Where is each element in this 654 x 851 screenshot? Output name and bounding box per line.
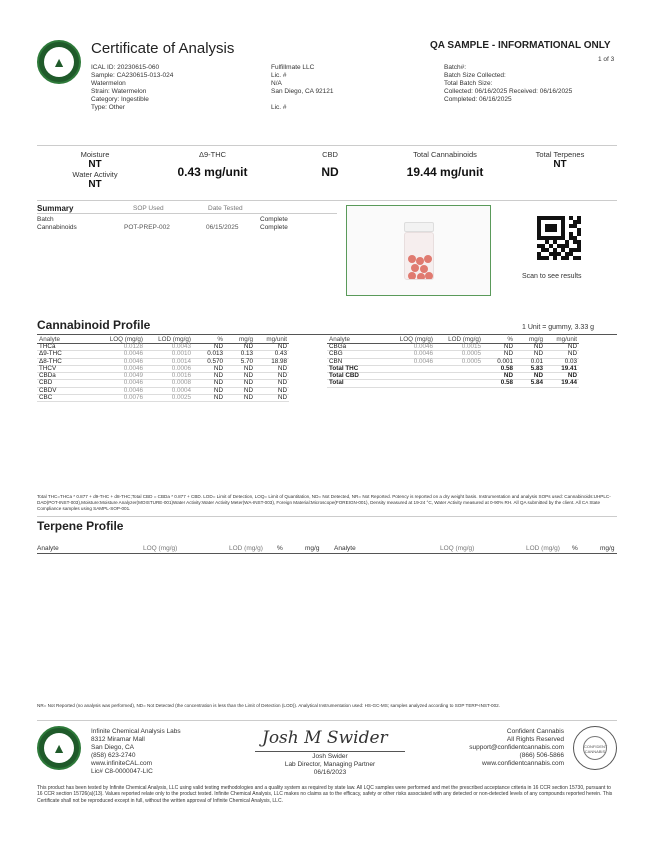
cell: 0.0046 [97,387,145,394]
cbd-stat: CBD ND [321,150,339,179]
cell: ND [515,373,545,380]
divider [37,200,617,201]
cell: 19.44 [545,380,579,387]
qa-banner: QA SAMPLE - INFORMATIONAL ONLY [430,40,611,51]
scan-text: Scan to see results [522,273,582,280]
summary-date-header: Date Tested [208,205,243,212]
jar-image [404,222,434,280]
cannabinoid-row [327,351,579,358]
cannabinoid-row [327,380,579,387]
cell: 0.0014 [145,358,193,365]
cell: 0.0046 [387,358,435,365]
cell: ND [225,344,255,351]
cell: ND [225,395,255,402]
cell: ND [515,351,545,358]
cell: 0.58 [483,380,515,387]
divider [37,516,617,517]
cell: ND [483,373,515,380]
disclaimer: This product has been tested by Infinite Chemical Analysis, LLC using valid testing methodologies and a quality system as required by state law. All LQC samples were performed and met the prescribed acceptance criteria in 16 CCR section 15730, pursuant to 16 CCR section 15726(a)(13). Values reported relate only to the product tested. Infinite Chemical Analysis, LLC makes no claims as to the efficacy, safety or other risks associated with any detected or non-detected levels of any compounds reported herein. This Certificate shall not be reproduced except in full, without the written approval of Infinite Chemical Analysis, LLC. [37,785,613,804]
cell [435,380,483,387]
cell: 0.0004 [145,387,193,394]
lab-logo: ▲ [37,40,81,84]
cell: ND [255,395,289,402]
cell: ND [193,344,225,351]
cell: ND [515,344,545,351]
cell: 0.0006 [145,365,193,372]
cell: 0.13 [225,351,255,358]
cell: 0.0005 [435,358,483,365]
cell: ND [545,344,579,351]
cell: ND [255,344,289,351]
cannabinoid-row [37,351,289,358]
cell: CBC [37,395,97,402]
cell: 0.43 [255,351,289,358]
cell: 0.0046 [97,351,145,358]
confident-info: Confident Cannabis All Rights Reserved support@confidentcannabis.com (866) 506-5866 www.confidentcannabis.com [469,728,564,767]
cell: ND [193,387,225,394]
cell: ND [545,373,579,380]
divider [37,145,617,146]
cell [387,373,435,380]
cell: ND [193,380,225,387]
cannabinoid-footnote: Total THC=THCa * 0.877 + d9-THC + d8-THC;Total CBD = CBDa * 0.877 + CBD. LOD= Limit of Detection, LOQ= Limit of Quantitation, ND= Not Detected, NR= Not Reported. Potency is reported on a dry weight basis. Instrumentation and analysis SOPs used: Cannabinoids:UHPLC-DAD(POT-INST-003),Moisture:Moisture Analyzer(MOISTURE-001)Water Activity:Water Activity Meter(WA-INST-003), Foreign Material:Microscope(FOREIGN-001), Density measured at 19-24 °C, Water Activity measured at 0-90% RH. All QA submitted by the client. All CA State Compliance samples using SAMPL-SOP-001. [37,494,611,511]
document-title: Certificate of Analysis [91,40,235,57]
cell: ND [225,387,255,394]
cell: 0.01 [515,358,545,365]
cell: 0.013 [193,351,225,358]
cell [435,365,483,372]
footer-lab-logo: ▲ [37,726,81,770]
product-photo [346,205,491,296]
cell: ND [545,351,579,358]
cell: CBD [37,380,97,387]
terpene-title: Terpene Profile [37,519,124,533]
cell: Total THC [327,365,387,372]
cell [435,373,483,380]
cell: ND [483,351,515,358]
cannabinoid-table-right: Analyte LOQ (mg/g) LOD (mg/g) % mg/g mg/unit CBGa 0.0046 0.0015 ND ND ND CBG 0.0046 0.0005 ND ND ND CBN 0.0046 0.0005 0.001 0.01 0.03 Total THC 0.58 5.83 19.41 Total CBD ND ND ND Total 0.58 5.84 19.44 [329,336,577,387]
summary-sop-header: SOP Used [133,205,164,212]
cell: 0.0046 [387,351,435,358]
cell: 0.0046 [97,358,145,365]
cell: 0.0043 [145,344,193,351]
moisture-stat: Moisture NT Water Activity NT [72,150,118,190]
cell: 0.0076 [97,395,145,402]
cell [387,380,435,387]
cell: Total CBD [327,373,387,380]
cell: ND [483,344,515,351]
sample-info: ICAL ID: 20230615-060 Sample: CA230615-013-024 Watermelon Strain: Watermelon Category: Ingestible Type: Other [91,64,174,111]
cell: THCV [37,365,97,372]
cell: CBN [327,358,387,365]
cell: 0.58 [483,365,515,372]
batch-info: Batch#: Batch Size Collected: Total Batch Size: Collected: 06/16/2025 Received: 06/16/2025 Completed: 06/16/2025 [444,64,573,103]
divider [37,553,617,554]
cell: ND [255,365,289,372]
cell: 19.41 [545,365,579,372]
signer-info: Josh Swider Lab Director, Managing Partner 06/16/2023 [284,753,376,776]
qr-code-icon[interactable] [537,216,581,260]
cell: 0.0049 [97,373,145,380]
cell: Δ9-THC [37,351,97,358]
summary-title: Summary [37,204,74,213]
client-info: Fulfillmate LLC Lic. # N/A San Diego, CA 92121 Lic. # [271,64,334,111]
cell: 0.0008 [145,380,193,387]
cell: 0.0010 [145,351,193,358]
cell: ND [255,373,289,380]
summary-date: 06/15/2025 [206,224,239,231]
cannabinoid-title: Cannabinoid Profile [37,318,151,332]
cell: 0.0046 [387,344,435,351]
unit-note: 1 Unit = gummy, 3.33 g [522,324,595,331]
cell: 0.570 [193,358,225,365]
summary-status: Complete Complete [260,216,288,231]
cannabinoid-row [37,395,289,402]
footer-note: NR= Not Reported (no analysis was performed), ND= Not Detected (the concentration is less than the Limit of Detection (LOD)). Analytical Instrumentation used: HS-GC-MS; samples analyzed according to SOP TERP-INST-002. [37,703,500,708]
cell: 0.0128 [97,344,145,351]
signature: Josh M Swider [262,728,388,748]
cell: 0.0005 [435,351,483,358]
cell: CBDa [37,373,97,380]
page-number: 1 of 3 [598,56,615,63]
cell [387,365,435,372]
cell: 0.03 [545,358,579,365]
cannabinoid-table-left: Analyte LOQ (mg/g) LOD (mg/g) % mg/g mg/unit THCa 0.0128 0.0043 ND ND ND Δ9-THC 0.0046 0.0010 0.013 0.13 0.43 Δ8-THC 0.0046 0.0014 0.570 5.70 18.98 THCV 0.0046 0.0006 ND ND ND CBDa 0.0049 0.0016 ND ND ND CBD 0.0046 0.0008 ND ND ND CBDV 0.0046 0.0004 ND ND ND CBC 0.0076 0.0025 ND ND ND [39,336,287,402]
divider [37,213,337,214]
cell: Total [327,380,387,387]
cell: ND [225,380,255,387]
cell: 5.83 [515,365,545,372]
thc-stat: Δ9-THC 0.43 mg/unit [177,150,248,179]
cell: 0.0046 [97,365,145,372]
cell: 0.0025 [145,395,193,402]
terpenes-stat: Total Terpenes NT [535,150,585,170]
summary-row: Batch Cannabinoids [37,216,77,231]
cell: Δ8-THC [37,358,97,365]
cell: ND [225,365,255,372]
cell: ND [225,373,255,380]
cell: CBG [327,351,387,358]
cell: CBDV [37,387,97,394]
cell: 0.0016 [145,373,193,380]
cell: THCa [37,344,97,351]
cell: ND [193,395,225,402]
cell: 5.84 [515,380,545,387]
cell: 5.70 [225,358,255,365]
cell: 0.0015 [435,344,483,351]
divider [37,334,617,335]
lab-address: Infinite Chemical Analysis Labs 8312 Miramar Mall San Diego, CA (858) 623-2740 www.infiniteCAL.com Lic# C8-0000047-LIC [91,728,181,775]
cell: 18.98 [255,358,289,365]
cell: ND [255,380,289,387]
cell: ND [193,365,225,372]
cell: ND [193,373,225,380]
signature-line [255,751,405,752]
cell: 0.0046 [97,380,145,387]
divider [37,720,617,721]
confident-cannabis-badge-icon: CONFIDENT CANNABIS [573,726,617,770]
cell: ND [255,387,289,394]
cell: CBGa [327,344,387,351]
total-cannabinoids-stat: Total Cannabinoids 19.44 mg/unit [406,150,484,179]
summary-sop: POT-PREP-002 [124,224,170,231]
cell: 0.001 [483,358,515,365]
